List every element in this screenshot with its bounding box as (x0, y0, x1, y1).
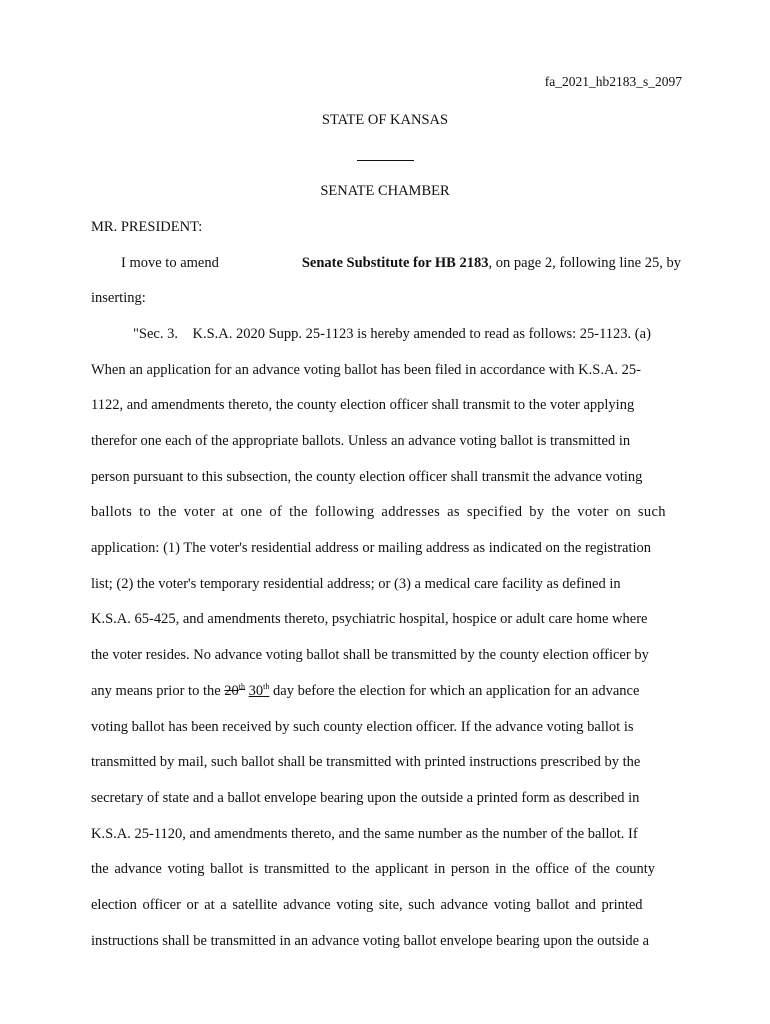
text-line: secretary of state and a ballot envelope bearing upon the outside a printed form as described in (91, 790, 640, 806)
motion-line-2: inserting: (91, 290, 146, 306)
line11-pre: any means prior to the (91, 683, 225, 699)
text-line: K.S.A. 25-1120, and amendments thereto, and the same number as the number of the ballot. If (91, 826, 638, 842)
salutation: MR. PRESIDENT: (91, 219, 203, 235)
motion-line (91, 255, 681, 272)
bill-name: Senate Substitute for HB 2183 (301, 255, 489, 271)
struck-text: 20th (224, 682, 246, 699)
text-line: application: (1) The voter's residential address or mailing address as indicated on the registration (91, 540, 652, 556)
heading-rule (357, 160, 414, 161)
text-line: transmitted by mail, such ballot shall be transmitted with printed instructions prescribed by the (91, 754, 641, 770)
chamber-heading: SENATE CHAMBER (320, 183, 450, 199)
text-line: ballots to the voter at one of the following addresses as specified by the voter on such (91, 504, 666, 520)
line11-post: day before the election for which an application for an advance (269, 683, 640, 699)
text-line: 1122, and amendments thereto, the county election officer shall transmit to the voter applying (91, 397, 635, 413)
text-line: When an application for an advance voting ballot has been filed in accordance with K.S.A. 25- (91, 362, 642, 378)
text-line: instructions shall be transmitted in an advance voting ballot envelope bearing upon the outside a (91, 933, 650, 949)
text-line: the advance voting ballot is transmitted to the applicant in person in the office of the county (91, 861, 656, 877)
inserted-text: 30th (248, 682, 270, 699)
section-heading-line: "Sec. 3. K.S.A. 2020 Supp. 25-1123 is hereby amended to read as follows: 25-1123. (a) (133, 326, 651, 342)
motion-text-post: , on page 2, following line 25, by (488, 255, 681, 271)
text-line: person pursuant to this subsection, the county election officer shall transmit the advance voting (91, 469, 643, 485)
text-line: voting ballot has been received by such county election officer. If the advance voting ballot is (91, 719, 634, 735)
text-line: list; (2) the voter's temporary residential address; or (3) a medical care facility as defined in (91, 576, 621, 592)
text-line: K.S.A. 65-425, and amendments thereto, psychiatric hospital, hospice or adult care home where (91, 611, 648, 627)
state-heading: STATE OF KANSAS (321, 112, 449, 128)
text-line-amended (91, 683, 639, 700)
text-line: therefor one each of the appropriate ballots. Unless an advance voting ballot is transmitted in (91, 433, 631, 449)
document-reference: fa_2021_hb2183_s_2097 (544, 74, 682, 89)
text-line: election officer or at a satellite advance voting site, such advance voting ballot and printed (91, 897, 643, 913)
motion-text-pre: I move to amend (121, 255, 219, 271)
text-line: the voter resides. No advance voting ballot shall be transmitted by the county election officer by (91, 647, 649, 663)
